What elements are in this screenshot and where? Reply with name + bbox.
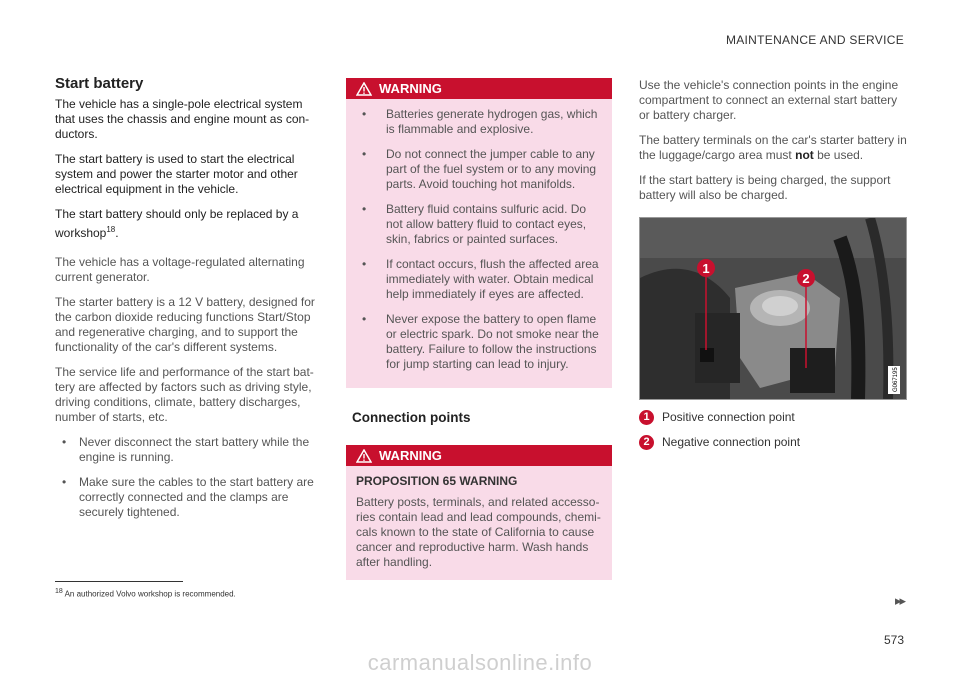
list-item: • Make sure the cables to the start battery are correctly connected and the clamps are securely tightened. <box>62 475 314 519</box>
watermark: carmanualsonline.info <box>367 650 593 675</box>
legend-item-positive <box>639 410 907 425</box>
section-title: Start battery <box>55 75 144 92</box>
list-item: • Batteries generate hydrogen gas, which is flammable and explosive. <box>362 107 598 136</box>
callout-1: 1 <box>702 261 710 276</box>
paragraph: The vehicle has a voltage-regulated alternating current generator. <box>55 255 305 284</box>
legend-number: 2 <box>639 435 654 450</box>
warning-list <box>356 107 602 372</box>
warning-box <box>346 445 612 580</box>
legend-item-negative <box>639 435 907 450</box>
engine-compartment-image <box>639 217 907 400</box>
engine-illustration <box>640 218 906 399</box>
footnote-divider <box>55 581 183 582</box>
proposition-text: Battery posts, terminals, and related accesso-ries contain lead and lead compounds, chemi-cals known to the state of California to cause cancer and reproductive harm. Wash hands after handling. <box>356 495 601 569</box>
image-code: G067195 <box>893 367 899 392</box>
callout-2: 2 <box>802 271 810 286</box>
footnote-text: An authorized Volvo workshop is recommended. <box>64 589 236 599</box>
warning-title: WARNING <box>379 81 442 96</box>
legend-label: Negative connection point <box>662 435 801 449</box>
paragraph: The start battery is used to start the electrical system and power the starter motor and other electrical equipment in the vehicle. <box>55 152 298 196</box>
intro-text <box>55 97 321 241</box>
paragraph: If the start battery is being charged, the support battery will also be charged. <box>639 173 891 202</box>
warning-triangle-icon <box>356 82 372 96</box>
list-item: • Never expose the battery to open flame or electric spark. Do not smoke near the battery. Failure to follow the instructions for jump starting can lead to injury. <box>362 312 599 371</box>
proposition-title: PROPOSITION 65 WARNING <box>356 474 518 488</box>
paragraph: The vehicle has a single-pole electrical system that uses the chassis and engine mount as con-ductors. <box>55 97 310 141</box>
warning-triangle-icon <box>356 449 372 463</box>
legend-number: 1 <box>639 410 654 425</box>
list-item: • Do not connect the jumper cable to any part of the fuel system or to any moving parts. Avoid touching hot manifolds. <box>362 147 597 191</box>
paragraph: Use the vehicle's connection points in the engine compartment to connect an external start battery or battery charger. <box>639 78 899 122</box>
footnote-number: 18 <box>55 588 63 595</box>
paragraph: The start battery should only be replaced by a workshop$^{18}$. <box>55 207 299 240</box>
next-page-arrows-icon[interactable]: ▸▸ <box>894 593 904 608</box>
warning-header <box>346 445 612 466</box>
list-item: • Battery fluid contains sulfuric acid. Do not allow battery fluid to contact eyes, skin, fabrics or painted surfaces. <box>362 202 587 246</box>
column-warnings <box>346 78 612 580</box>
footnote <box>55 588 236 599</box>
list-item: • Never disconnect the start battery while the engine is running. <box>62 435 310 464</box>
list-item: • If contact occurs, flush the affected area immediately with water. Obtain medical help immediately if eyes are affected. <box>362 257 599 301</box>
paragraph: The battery terminals on the car's starter battery in the luggage/cargo area must not be used. <box>639 133 907 162</box>
column-start-battery <box>55 76 321 530</box>
subheading: Connection points <box>352 410 471 425</box>
paragraph: The starter battery is a 12 V battery, designed for the carbon dioxide reducing functions Start/Stop and regenerative charging, and to support the functionality of the car's different systems. <box>55 295 315 354</box>
details-text <box>55 255 321 520</box>
warning-body <box>346 99 612 388</box>
warning-header <box>346 78 612 99</box>
column-connection <box>639 78 907 450</box>
warning-box <box>346 78 612 388</box>
warning-title: WARNING <box>379 448 442 463</box>
bullet-list <box>55 435 321 520</box>
paragraph: The service life and performance of the start bat-tery are affected by factors such as driving style, driving conditions, climate, battery discharges, number of starts, etc. <box>55 365 314 424</box>
section-header: MAINTENANCE AND SERVICE <box>725 33 904 47</box>
page-number: 573 <box>883 633 904 647</box>
footnote-ref[interactable]: 18 <box>106 225 116 234</box>
legend-label: Positive connection point <box>662 410 795 424</box>
warning-body <box>346 466 612 580</box>
